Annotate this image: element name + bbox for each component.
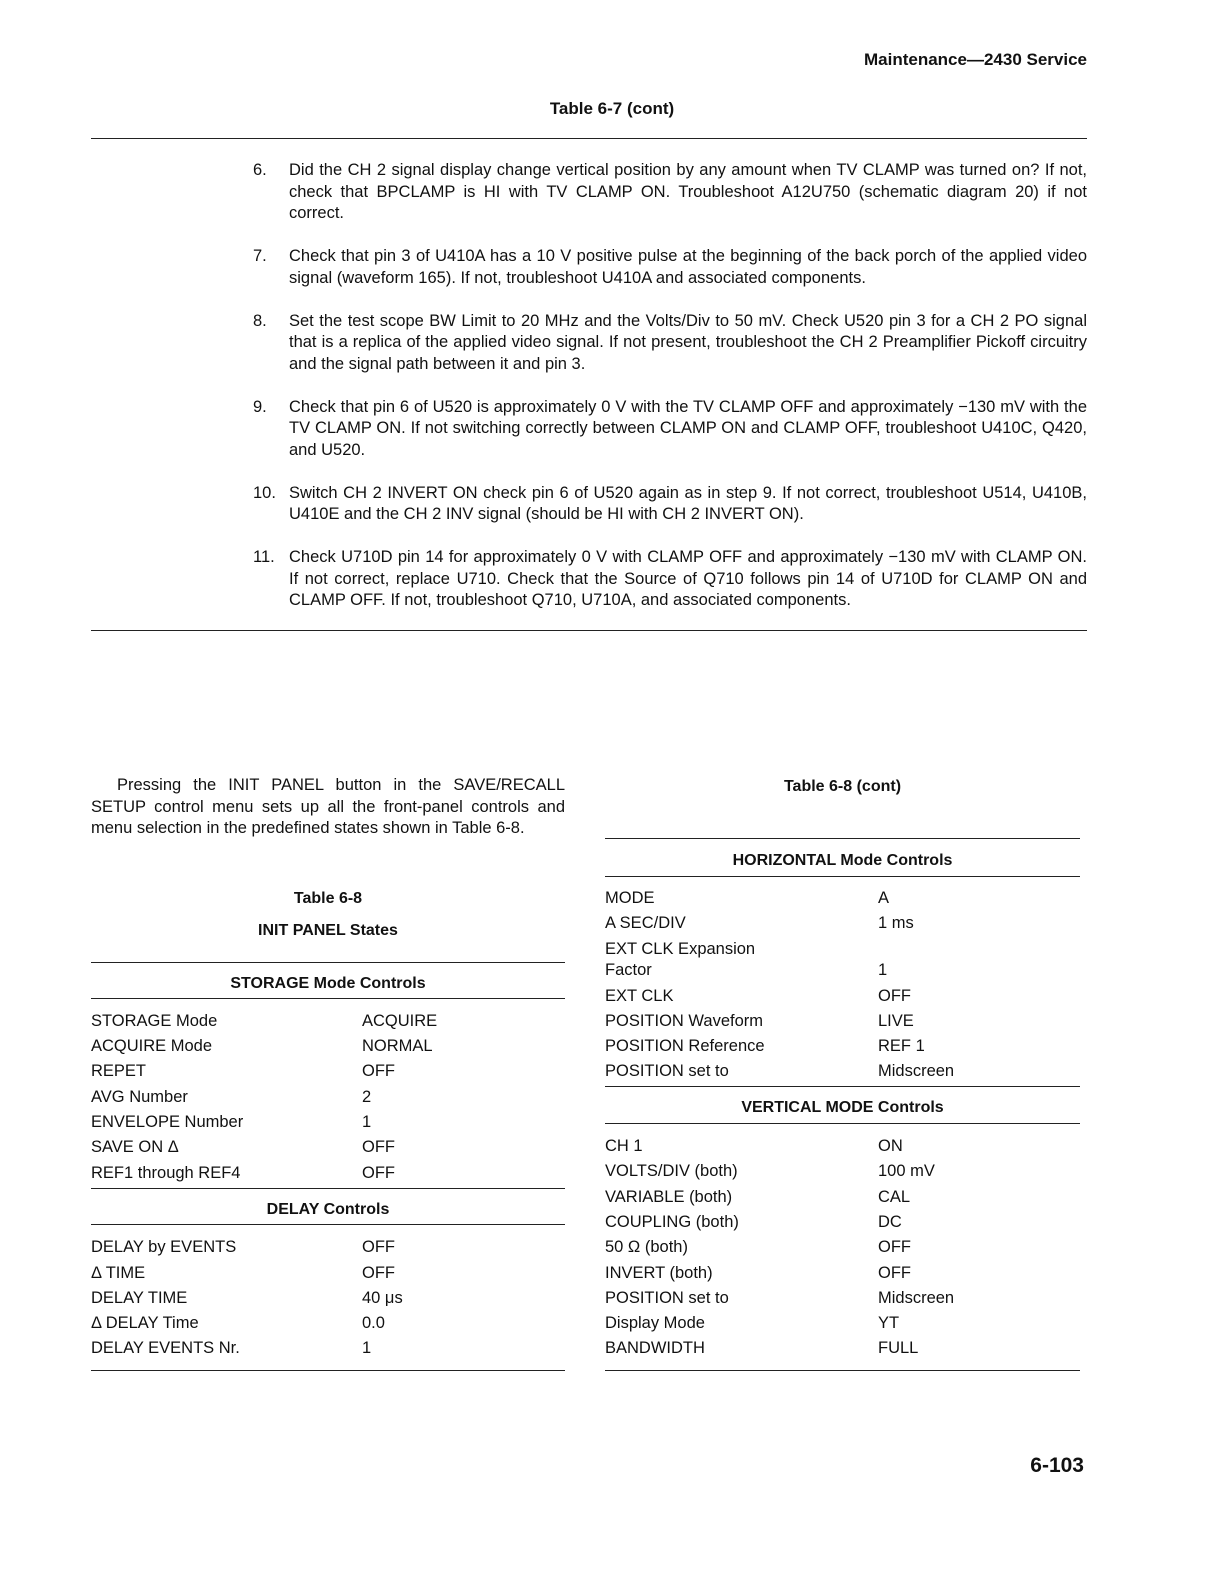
control-name: INVERT (both) bbox=[605, 1264, 713, 1282]
step-number: 10. bbox=[253, 483, 276, 502]
control-state: CAL bbox=[878, 1188, 911, 1206]
step-7 bbox=[253, 246, 1087, 289]
control-name: EXT CLK Expansion bbox=[605, 940, 756, 958]
control-state: A bbox=[878, 889, 890, 907]
page-number: 6-103 bbox=[1030, 1454, 1084, 1477]
control-state: FULL bbox=[878, 1339, 919, 1357]
control-state: OFF bbox=[362, 1264, 395, 1282]
control-state: 40 μs bbox=[362, 1289, 403, 1307]
step-11 bbox=[253, 547, 1087, 612]
control-state: REF 1 bbox=[878, 1037, 925, 1055]
control-name: DELAY EVENTS Nr. bbox=[91, 1339, 240, 1357]
control-name: Display Mode bbox=[605, 1314, 705, 1332]
control-name: 50 Ω (both) bbox=[605, 1238, 688, 1256]
control-name: AVG Number bbox=[91, 1088, 188, 1106]
table-6-8-title: Table 6-8 bbox=[293, 890, 363, 907]
step-number: 6. bbox=[253, 161, 267, 179]
step-text: Check that pin 6 of U520 is approximately 0 V with the TV CLAMP OFF and approximately −130 mV with the TV CLAMP ON. If not switching correctly between CLAMP ON and CLAMP OFF, troubleshoot U410C, Q420, and U520. bbox=[289, 397, 1087, 459]
control-state: 2 bbox=[362, 1088, 372, 1106]
control-name: Factor bbox=[605, 961, 652, 979]
rule bbox=[605, 1123, 1080, 1124]
control-state: OFF bbox=[362, 1164, 395, 1182]
control-name: Δ DELAY Time bbox=[91, 1314, 199, 1332]
control-state: 1 bbox=[878, 961, 888, 979]
control-state: OFF bbox=[878, 1264, 911, 1282]
rule bbox=[91, 998, 565, 999]
control-state: 100 mV bbox=[878, 1162, 935, 1180]
control-name: ENVELOPE Number bbox=[91, 1113, 244, 1131]
step-text: Set the test scope BW Limit to 20 MHz and the Volts/Div to 50 mV. Check U520 pin 3 for a CH 2 PO signal that is a replica of the applied video signal. If not present, troubleshoot the CH 2 Preamplifier Pickoff circuitry and the signal path between it and pin 3. bbox=[289, 311, 1087, 373]
control-name: A SEC/DIV bbox=[605, 914, 686, 932]
step-9 bbox=[253, 397, 1087, 462]
control-state: LIVE bbox=[878, 1012, 914, 1030]
vertical-section-heading: VERTICAL MODE Controls bbox=[741, 1099, 944, 1116]
control-state: 0.0 bbox=[362, 1314, 385, 1332]
control-name: REPET bbox=[91, 1062, 147, 1080]
control-name: VOLTS/DIV (both) bbox=[605, 1162, 738, 1180]
troubleshooting-steps bbox=[253, 160, 1087, 633]
control-name: REF1 through REF4 bbox=[91, 1164, 241, 1182]
control-state: 1 ms bbox=[878, 914, 914, 932]
rule bbox=[91, 1188, 565, 1189]
control-name: MODE bbox=[605, 889, 655, 907]
step-10 bbox=[253, 483, 1087, 526]
intro-paragraph: Pressing the INIT PANEL button in the SAVE/RECALL SETUP control menu sets up all the front-panel controls and menu selection in the predefined states shown in Table 6-8. bbox=[91, 776, 565, 837]
step-text: Check that pin 3 of U410A has a 10 V positive pulse at the beginning of the back porch of the applied video signal (waveform 165). If not, troubleshoot U410A and associated components. bbox=[289, 247, 1087, 287]
rule bbox=[91, 962, 565, 963]
control-name: SAVE ON Δ bbox=[91, 1138, 179, 1156]
control-state: NORMAL bbox=[362, 1037, 433, 1055]
control-state: 1 bbox=[362, 1113, 372, 1131]
rule bbox=[91, 1224, 565, 1225]
control-name: BANDWIDTH bbox=[605, 1339, 705, 1357]
control-state: OFF bbox=[362, 1138, 395, 1156]
step-8 bbox=[253, 311, 1087, 376]
step-text: Did the CH 2 signal display change vertical position by any amount when TV CLAMP was turned on? If not, check that BPCLAMP is HI with TV CLAMP ON. Troubleshoot A12U750 (schematic diagram 20) if not correct. bbox=[289, 161, 1087, 222]
control-name: DELAY TIME bbox=[91, 1289, 188, 1307]
storage-section-heading: STORAGE Mode Controls bbox=[230, 975, 426, 992]
control-name: COUPLING (both) bbox=[605, 1213, 739, 1231]
control-name: POSITION Waveform bbox=[605, 1012, 763, 1030]
step-number: 8. bbox=[253, 311, 267, 330]
control-state: Midscreen bbox=[878, 1289, 955, 1307]
table-top-rule bbox=[91, 138, 1087, 139]
control-name: POSITION set to bbox=[605, 1289, 729, 1307]
control-name: CH 1 bbox=[605, 1137, 643, 1155]
control-state: DC bbox=[878, 1213, 902, 1231]
step-6 bbox=[253, 160, 1087, 225]
rule bbox=[605, 1086, 1080, 1087]
table-bottom-rule bbox=[91, 630, 1087, 631]
control-state: OFF bbox=[878, 987, 911, 1005]
rule bbox=[91, 1370, 565, 1371]
delay-section-heading: DELAY Controls bbox=[266, 1201, 390, 1218]
running-header: Maintenance—2430 Service bbox=[863, 50, 1087, 69]
control-state: OFF bbox=[878, 1238, 911, 1256]
control-state: ACQUIRE bbox=[362, 1012, 438, 1030]
control-state: Midscreen bbox=[878, 1062, 955, 1080]
control-state: OFF bbox=[362, 1238, 395, 1256]
rule bbox=[605, 838, 1080, 839]
control-name: POSITION set to bbox=[605, 1062, 729, 1080]
control-name: Δ TIME bbox=[91, 1264, 146, 1282]
rule bbox=[605, 876, 1080, 877]
control-name: EXT CLK bbox=[605, 987, 674, 1005]
step-number: 9. bbox=[253, 397, 267, 416]
control-name: ACQUIRE Mode bbox=[91, 1037, 213, 1055]
step-text: Switch CH 2 INVERT ON check pin 6 of U520 again as in step 9. If not correct, troubleshoot U514, U410B, U410E and the CH 2 INV signal (should be HI with CH 2 INVERT ON). bbox=[289, 483, 1087, 523]
rule bbox=[605, 1370, 1080, 1371]
control-name: VARIABLE (both) bbox=[605, 1188, 733, 1206]
step-number: 11. bbox=[253, 548, 275, 566]
table-6-7-title: Table 6-7 (cont) bbox=[549, 99, 675, 118]
control-state: ON bbox=[878, 1137, 903, 1155]
control-name: DELAY by EVENTS bbox=[91, 1238, 237, 1256]
table-6-8-cont-title: Table 6-8 (cont) bbox=[783, 778, 902, 795]
control-state: 1 bbox=[362, 1339, 372, 1357]
control-name: STORAGE Mode bbox=[91, 1012, 218, 1030]
step-number: 7. bbox=[253, 247, 267, 265]
control-name: POSITION Reference bbox=[605, 1037, 765, 1055]
horizontal-section-heading: HORIZONTAL Mode Controls bbox=[732, 852, 953, 869]
control-state: YT bbox=[878, 1314, 900, 1332]
control-state: OFF bbox=[362, 1062, 395, 1080]
step-text: Check U710D pin 14 for approximately 0 V with CLAMP OFF and approximately −130 mV with CLAMP ON. If not correct, replace U710. Check that the Source of Q710 follows pin 14 of U710D for CLAMP ON and CLAMP OFF. If not, troubleshoot Q710, U710A, and associated components. bbox=[289, 548, 1087, 609]
table-6-8-subtitle: INIT PANEL States bbox=[258, 922, 398, 939]
